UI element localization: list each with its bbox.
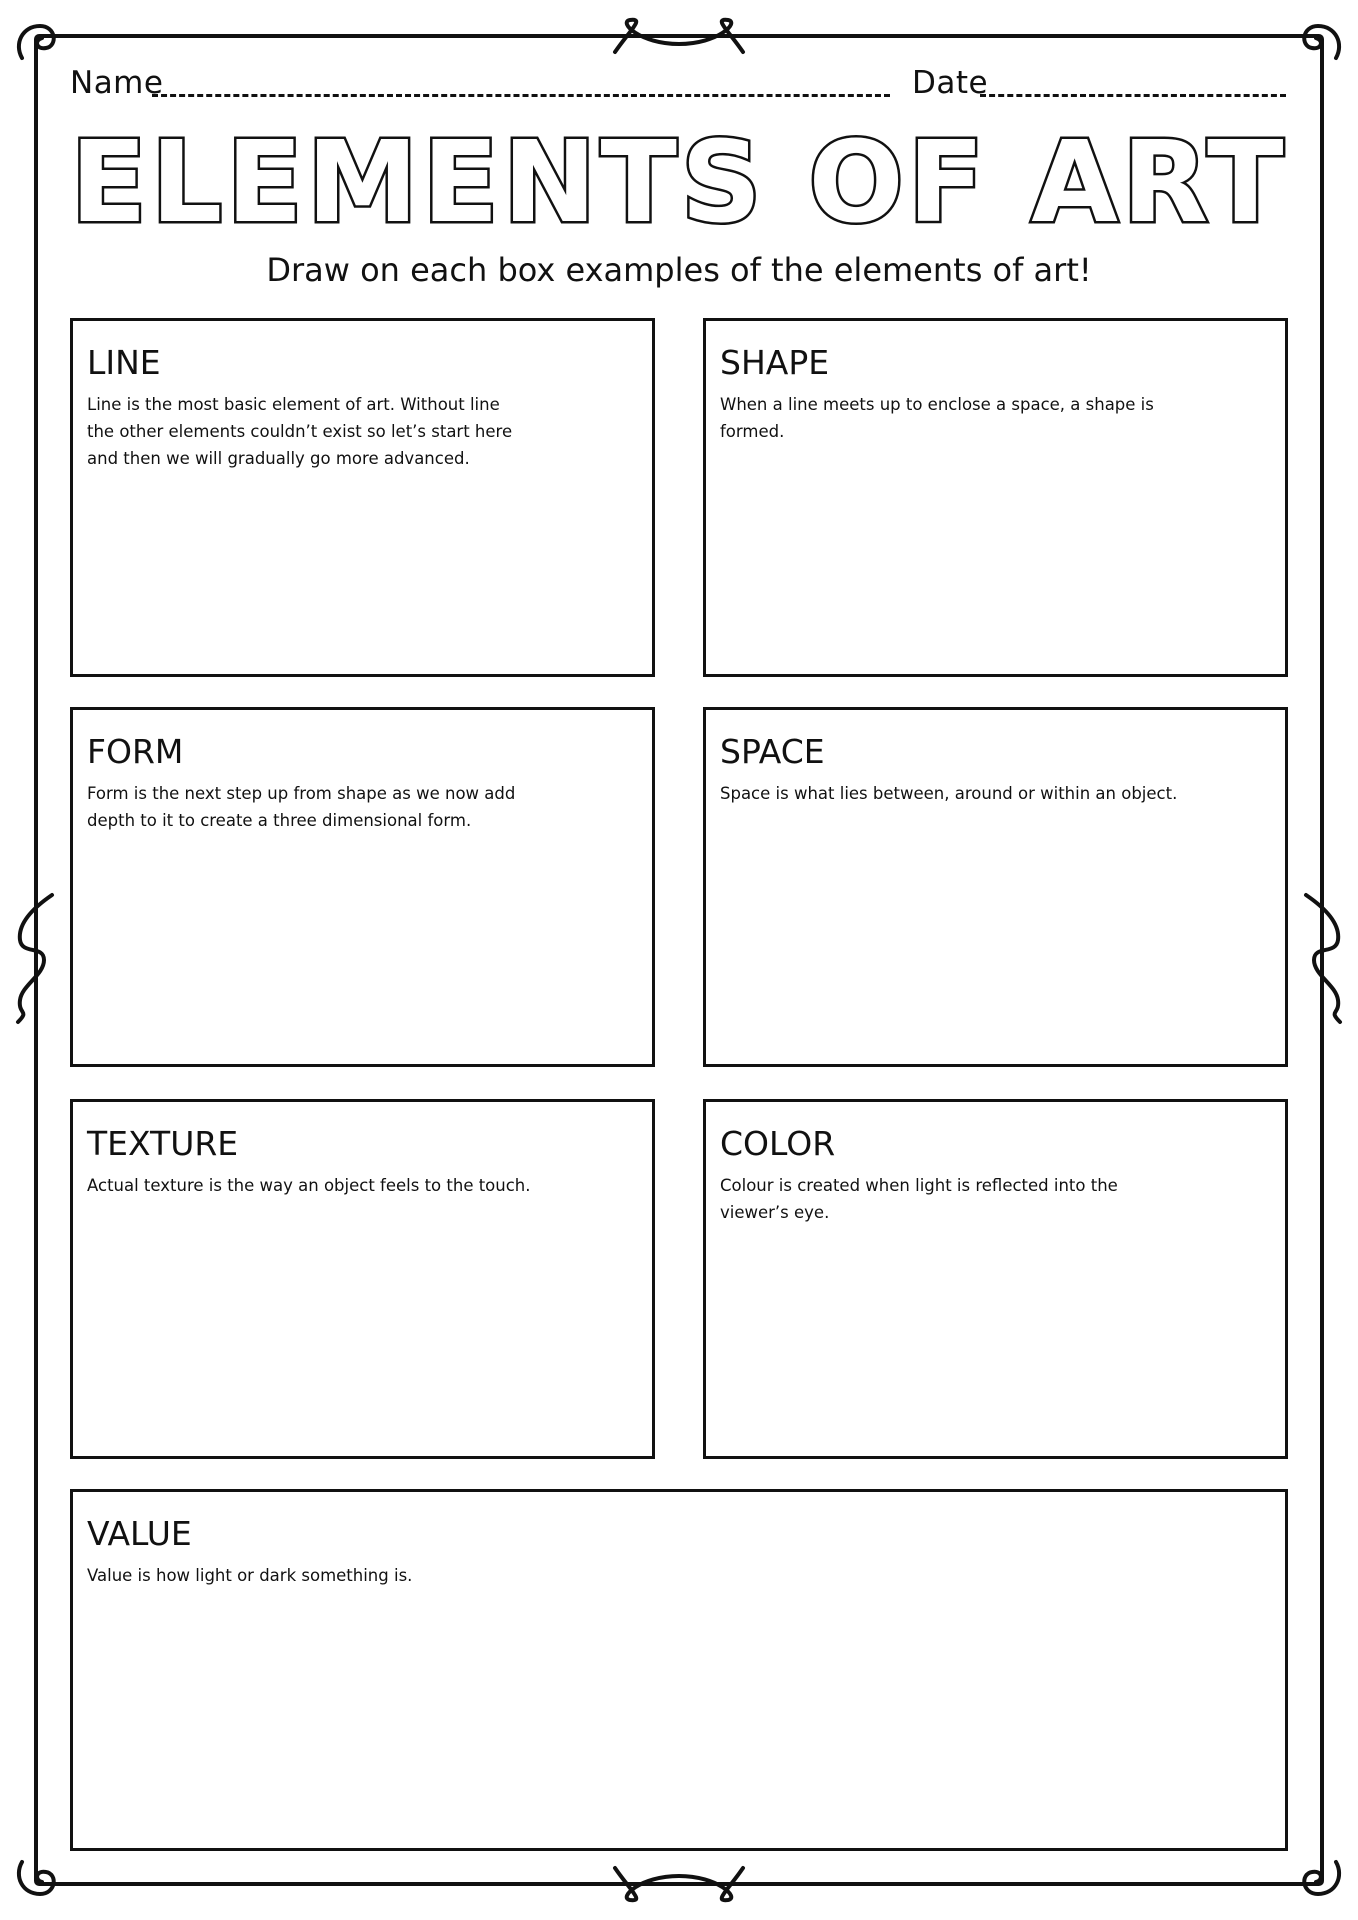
value-drawing-box[interactable] xyxy=(70,1489,1288,1851)
page-title: ELEMENTS OF ART xyxy=(70,118,1288,248)
box-description-space: Space is what lies between, around or within an object. xyxy=(720,784,1178,803)
shape-drawing-box[interactable] xyxy=(703,318,1288,677)
date-label: Date xyxy=(912,65,989,101)
name-field[interactable] xyxy=(152,94,890,97)
texture-drawing-box[interactable] xyxy=(70,1099,655,1459)
box-title-line: LINE xyxy=(87,343,161,382)
color-drawing-box[interactable] xyxy=(703,1099,1288,1459)
line-drawing-box[interactable] xyxy=(70,318,655,677)
date-field[interactable] xyxy=(980,94,1286,97)
box-description-texture: Actual texture is the way an object feels to the touch. xyxy=(87,1176,531,1195)
box-title-value: VALUE xyxy=(87,1514,192,1553)
box-description-color: Colour is created when light is reflected into the viewer’s eye. xyxy=(720,1176,1118,1222)
box-title-texture: TEXTURE xyxy=(87,1124,239,1163)
box-description-form: Form is the next step up from shape as we now add depth to it to create a three dimensional form. xyxy=(87,784,516,830)
instruction-text: Draw on each box examples of the elements of art! xyxy=(266,251,1092,289)
box-title-color: COLOR xyxy=(720,1124,836,1163)
box-title-shape: SHAPE xyxy=(720,343,830,382)
box-description-value: Value is how light or dark something is. xyxy=(87,1566,413,1585)
box-description-line: Line is the most basic element of art. Without line the other elements couldn’t exist so let’s start here and then we will gradually go more advanced. xyxy=(87,395,513,468)
form-drawing-box[interactable] xyxy=(70,707,655,1067)
box-title-form: FORM xyxy=(87,732,184,771)
space-drawing-box[interactable] xyxy=(703,707,1288,1067)
box-description-shape: When a line meets up to enclose a space, a shape is formed. xyxy=(720,395,1154,441)
name-label: Name xyxy=(70,65,164,101)
box-title-space: SPACE xyxy=(720,732,825,771)
